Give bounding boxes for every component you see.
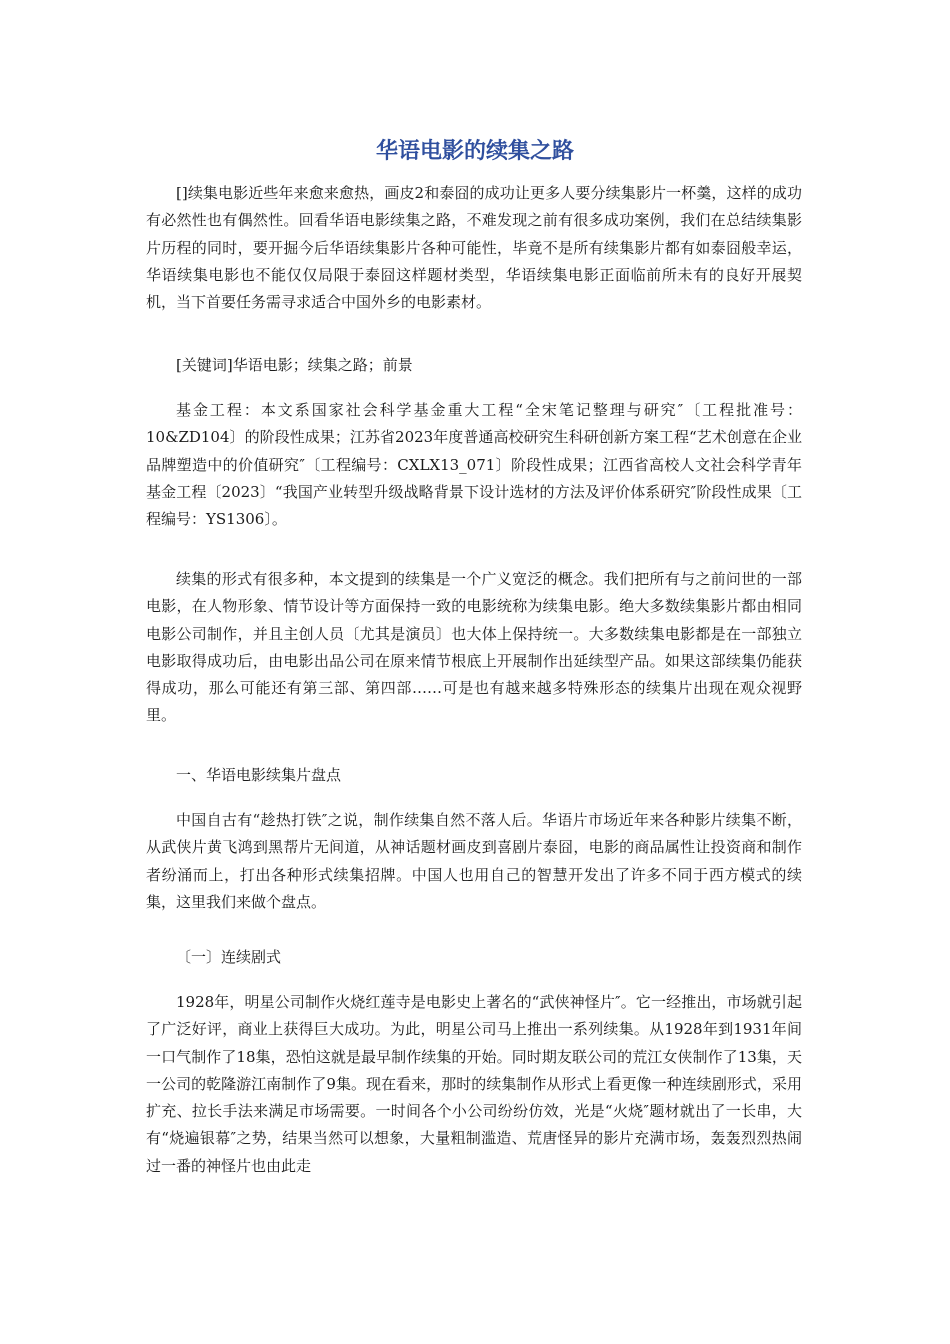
subsection-heading: 〔一〕连续剧式 — [176, 948, 282, 966]
funding-paragraph: 基金工程：本文系国家社会科学基金重大工程“全宋笔记整理与研究″〔工程批准号：10&ZD104〕的阶段性成果；江苏省2023年度普通高校研究生科研创新方案工程“艺术创意在企业品牌塑造中的价值研究″〔工程编号：CXLX13_071〕阶段性成果；江西省高校人文社会科学青年基金工程〔2023〕“我国产业转型升级战略背景下设计选材的方法及评价体系研究″阶段性成果〔工程编号：YS1306〕。 — [146, 401, 802, 529]
section-heading: 一、华语电影续集片盘点 — [176, 766, 342, 784]
intro-paragraph: 续集的形式有很多种，本文提到的续集是一个广义宽泛的概念。我们把所有与之前问世的一部电影，在人物形象、情节设计等方面保持一致的电影统称为续集电影。绝大多数续集影片都由相同电影公司制作，并且主创人员〔尤其是演员〕也大体上保持统一。大多数续集电影都是在一部独立电影取得成功后，由电影出品公司在原来情节根底上开展制作出延续型产品。如果这部续集仍能获得成功，那么可能还有第三部、第四部……可是也有越来越多特殊形态的续集片出现在观众视野里。 — [146, 570, 802, 725]
section-paragraph: 中国自古有“趁热打铁″之说，制作续集自然不落人后。华语片市场近年来各种影片续集不断，从武侠片黄飞鸿到黑帮片无间道，从神话题材画皮到喜剧片泰囧，电影的商品属性让投资商和制作者纷涌而上，打出各种形式续集招牌。中国人也用自己的智慧开发出了许多不同于西方模式的续集，这里我们来做个盘点。 — [146, 811, 802, 911]
abstract-paragraph: []续集电影近些年来愈来愈热，画皮2和泰囧的成功让更多人要分续集影片一杯羹，这样的成功有必然性也有偶然性。回看华语电影续集之路，不难发现之前有很多成功案例，我们在总结续集影片历程的同时，要开掘今后华语续集影片各种可能性，毕竟不是所有续集影片都有如泰囧般幸运，华语续集电影也不能仅仅局限于泰囧这样题材类型，华语续集电影正面临前所未有的良好开展契机，当下首要任务需寻求适合中国外乡的电影素材。 — [146, 184, 802, 312]
subsection-paragraph: 1928年，明星公司制作火烧红莲寺是电影史上著名的“武侠神怪片″。它一经推出，市场就引起了广泛好评，商业上获得巨大成功。为此，明星公司马上推出一系列续集。从1928年到1931年间一口气制作了18集，恐怕这就是最早制作续集的开始。同时期友联公司的荒江女侠制作了13集，天一公司的乾隆游江南制作了9集。现在看来，那时的续集制作从形式上看更像一种连续剧形式，采用扩充、拉长手法来满足市场需要。一时间各个小公司纷纷仿效，光是“火烧″题材就出了一长串，大有“烧遍银幕″之势，结果当然可以想象，大量粗制滥造、荒唐怪异的影片充满市场，轰轰烈烈热闹过一番的神怪片也由此走 — [146, 993, 802, 1175]
page-title: 华语电影的续集之路 — [375, 139, 574, 164]
keywords-paragraph: [关键词]华语电影；续集之路；前景 — [176, 356, 413, 374]
